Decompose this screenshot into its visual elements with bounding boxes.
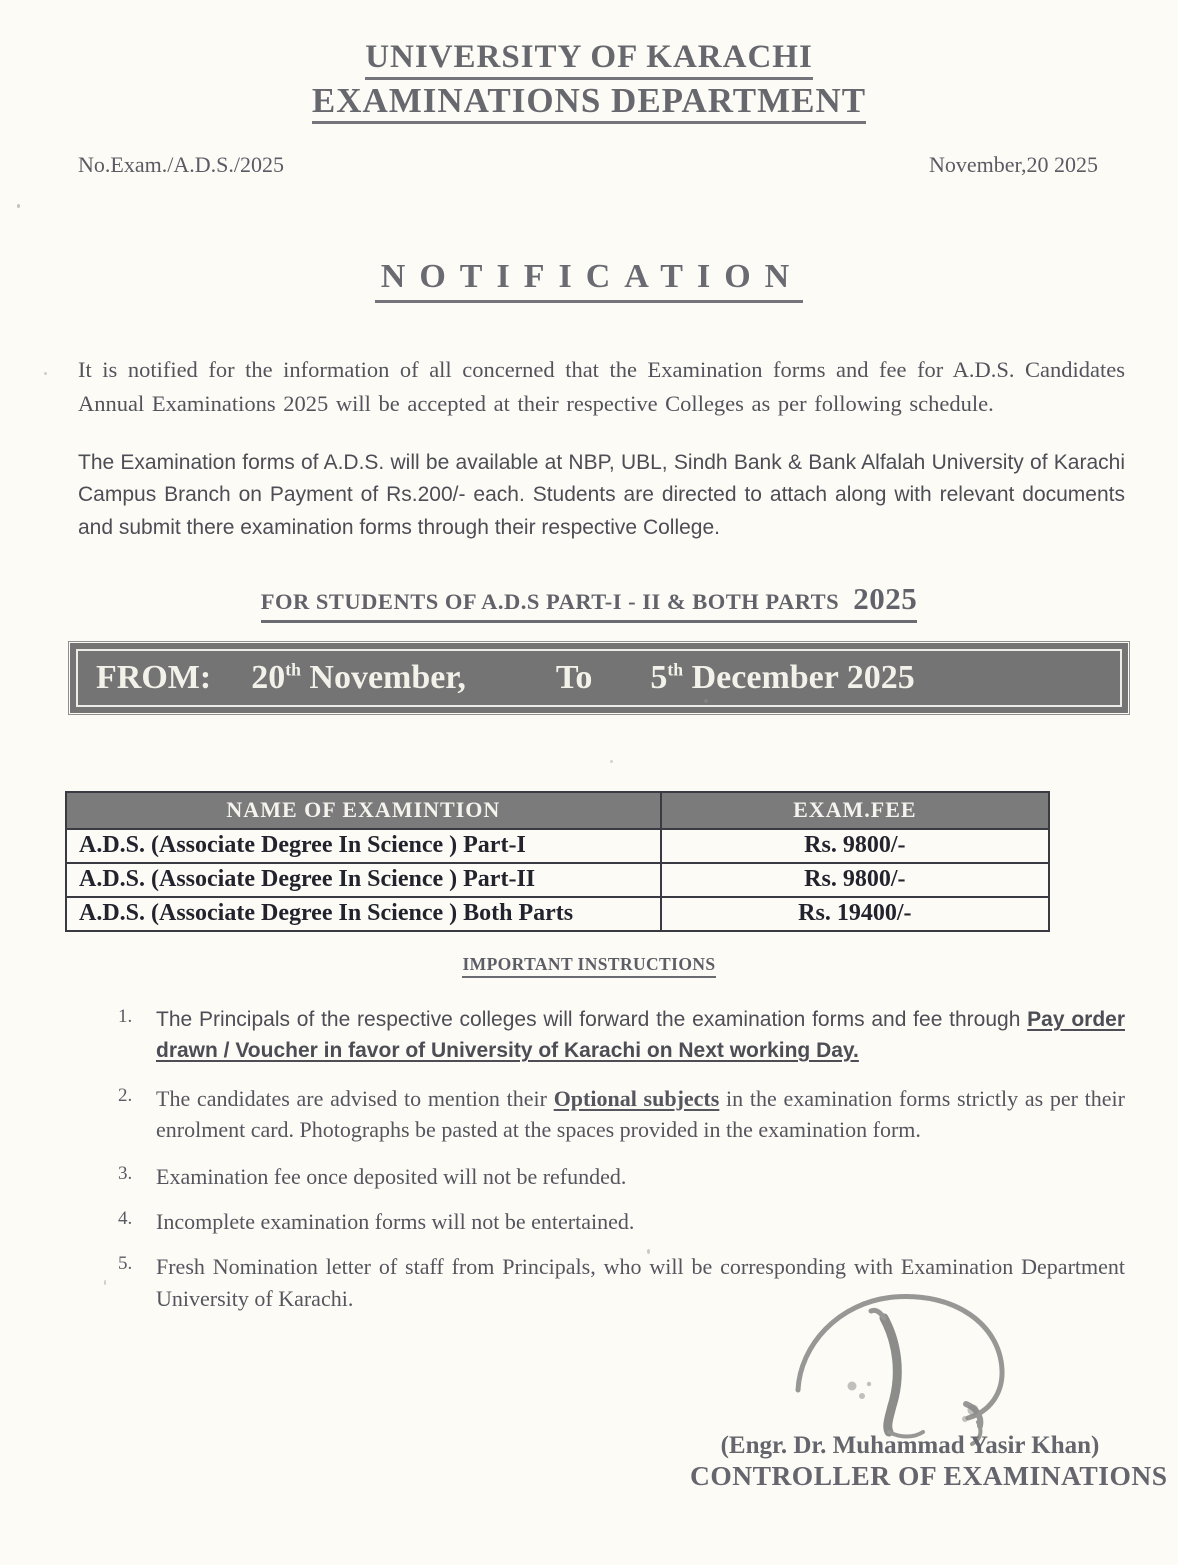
column-header-fee: EXAM.FEE — [661, 792, 1049, 829]
table-row — [66, 863, 1049, 897]
university-name: UNIVERSITY OF KARACHI — [365, 40, 813, 80]
table-row — [66, 829, 1049, 863]
item-emphasis: Pay order drawn / Voucher in favor of University of Karachi on Next working Day. — [156, 1007, 1125, 1063]
document-date: November,20 2025 — [929, 152, 1098, 178]
handwritten-signature — [780, 1288, 1060, 1446]
bank-info-paragraph: The Examination forms of A.D.S. will be available at NBP, UBL, Sindh Bank & Bank Alfalah University of Karachi Campus Branch on Payment of Rs.200/- each. Students are directed to attach along with relevant documents and submit there examination forms through their respective College. — [78, 450, 1125, 539]
banner-to-label: To — [555, 658, 593, 696]
scan-speck — [647, 1249, 650, 1254]
column-header-name: NAME OF EXAMINTION — [66, 792, 661, 829]
exam-name-cell: A.D.S. (Associate Degree In Science ) Part-II — [66, 863, 661, 897]
banner-from-label: FROM: — [96, 658, 212, 696]
banner-end-date: 5th December 2025 — [650, 658, 915, 696]
exam-fee-cell: Rs. 9800/- — [661, 863, 1049, 897]
list-item — [118, 1083, 1125, 1145]
department-name: EXAMINATIONS DEPARTMENT — [312, 83, 866, 125]
item-text: The candidates are advised to mention their Optional subjects in the examination forms strictly as per their enrolment card. Photographs be pasted at the spaces provided in the examination form. — [156, 1085, 1125, 1142]
banner-start-date: 20th November, — [251, 658, 466, 696]
item-number: 2. — [118, 1084, 133, 1106]
scan-speck — [17, 204, 20, 208]
signature-block — [690, 1288, 1168, 1492]
item-number: 3. — [118, 1163, 133, 1184]
item-text: Examination fee once deposited will not be refunded. — [156, 1164, 627, 1189]
scan-speck — [44, 372, 47, 375]
item-text: Fresh Nomination letter of staff from Principals, who will be corresponding with Examination Department University of Karachi. — [156, 1254, 1125, 1311]
signatory-title: CONTROLLER OF EXAMINATIONS — [690, 1460, 1168, 1491]
instructions-list — [0, 1004, 1178, 1314]
document-header — [0, 0, 1178, 124]
audience-heading-year: 2025 — [853, 580, 918, 616]
scan-speck — [104, 1280, 106, 1285]
table-row — [66, 897, 1049, 931]
item-number: 5. — [118, 1253, 133, 1275]
list-item — [118, 1161, 1125, 1192]
item-number: 1. — [118, 1005, 133, 1027]
table-header-row — [66, 792, 1049, 829]
item-emphasis: Optional subjects — [553, 1085, 720, 1111]
list-item — [118, 1206, 1125, 1237]
reference-row — [0, 152, 1178, 178]
audience-heading-text: FOR STUDENTS OF A.D.S PART-I - II & BOTH PARTS — [260, 588, 840, 614]
item-number: 4. — [118, 1208, 133, 1230]
exam-fee-cell: Rs. 19400/- — [661, 897, 1049, 931]
exam-fee-table — [65, 791, 1050, 932]
schedule-banner-text — [76, 649, 1122, 707]
audience-heading — [261, 581, 917, 623]
intro-paragraph: It is notified for the information of all concerned that the Examination forms and fee for A.D.S. Candidates Annual Examinations 2025 will be accepted at their respective Colleges as per following schedule. — [78, 357, 1125, 417]
exam-name-cell: A.D.S. (Associate Degree In Science ) Part-I — [66, 829, 661, 863]
item-text: The Principals of the respective colleges will forward the examination forms and fee through Pay order drawn / Voucher in favor of University of Karachi on Next working Day. — [156, 1007, 1125, 1063]
schedule-banner — [70, 643, 1128, 713]
signatory-name: (Engr. Dr. Muhammad Yasir Khan) — [720, 1432, 1100, 1459]
notification-title: NOTIFICATION — [375, 258, 803, 303]
scan-speck — [704, 699, 708, 703]
list-item — [118, 1004, 1125, 1067]
instructions-title: IMPORTANT INSTRUCTIONS — [462, 954, 715, 978]
exam-name-cell: A.D.S. (Associate Degree In Science ) Both Parts — [66, 897, 661, 931]
exam-fee-cell: Rs. 9800/- — [661, 829, 1049, 863]
item-text: Incomplete examination forms will not be entertained. — [156, 1209, 635, 1235]
scan-speck — [610, 760, 613, 763]
reference-number: No.Exam./A.D.S./2025 — [78, 152, 284, 178]
